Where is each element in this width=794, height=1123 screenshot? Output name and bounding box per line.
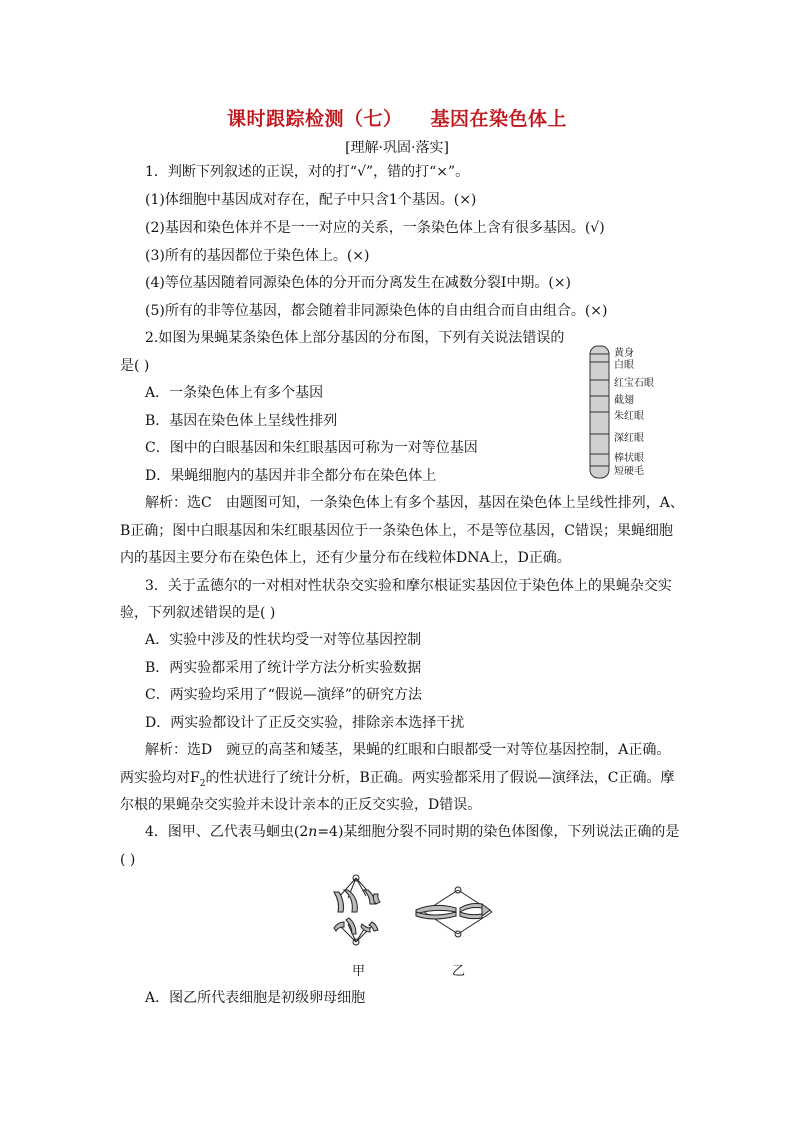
gene-label-4: 截翅 [614,395,634,406]
q3-option-a: A．实验中涉及的性状均受一对等位基因控制 [145,632,422,648]
q4-stem-pre: 4．图甲、乙代表马蛔虫(2 [145,824,309,840]
gene-label-1: 黄身 [614,348,634,359]
cell-division-figure [324,872,504,978]
q1-item-2: (2)基因和染色体并不是一一对应的关系，一条染色体上含有很多基因。(√) [145,220,605,236]
q4-stem-post: =4)某细胞分裂不同时期的染色体图像，下列说法正确的是 [317,824,680,840]
q2-analysis-line2: B正确；图中白眼基因和朱红眼基因位于一条染色体上，不是等位基因，C错误；果蝇细胞 [120,523,673,539]
gene-label-7: 棒状眼 [614,453,644,464]
gene-label-2: 白眼 [614,360,634,371]
q1-item-4: (4)等位基因随着同源染色体的分开而分离发生在减数分裂Ⅰ中期。(×) [145,275,572,291]
section-subtitle: [理解·巩固·落实] [345,140,449,156]
q3-analysis-line2 [120,768,674,794]
figure-label-yi: 乙 [452,964,466,979]
q1-item-5: (5)所有的非等位基因，都会随着非同源染色体的自由组合而自由组合。(×) [145,303,608,319]
q3-option-b: B．两实验都采用了统计学方法分析实验数据 [145,660,422,676]
chromosome-gene-map [588,344,708,482]
q2-option-d: D．果蝇细胞内的基因并非全都分布在染色体上 [145,468,437,484]
q1-item-3: (3)所有的基因都位于染色体上。(×) [145,248,370,264]
q2-stem-line2: 是( ) [120,358,150,374]
q3-analysis-line3: 尔根的果蝇杂交实验并未设计亲本的正反交实验，D错误。 [120,797,482,813]
gene-label-6: 深红眼 [614,433,644,444]
q3-stem-line1: 3．关于孟德尔的一对相对性状杂交实验和摩尔根证实基因位于染色体上的果蝇杂交实 [145,578,672,594]
q3-analysis-line2-post: 的性状进行了统计分析，B正确。两实验都采用了假说—演绎法，C正确。摩 [205,770,675,786]
q2-analysis-line1: 解析：选C 由题图可知，一条染色体上有多个基因，基因在染色体上呈线性排列，A、 [145,495,684,511]
q3-option-d: D．两实验都设计了正反交实验，排除亲本选择干扰 [145,715,465,731]
q2-analysis-line3: 内的基因主要分布在染色体上，还有少量分布在线粒体DNA上，D正确。 [120,550,571,566]
q1-item-1: (1)体细胞中基因成对存在，配子中只含1个基因。(×) [145,192,477,208]
q3-analysis-subscript: 2 [199,778,206,789]
title-part1: 课时跟踪检测（七） [226,108,403,130]
q4-stem-var: n [308,824,318,840]
q3-stem-line2: 验，下列叙述错误的是( ) [120,605,276,621]
q2-stem-line1: 2.如图为果蝇某条染色体上部分基因的分布图，下列有关说法错误的 [145,330,565,346]
gene-label-5: 朱红眼 [614,411,644,422]
gene-label-8: 短硬毛 [614,466,644,477]
q3-analysis-line2-pre: 两实验均对F [120,770,200,786]
q2-option-c: C．图中的白眼基因和朱红眼基因可称为一对等位基因 [145,440,478,456]
q2-option-b: B．基因在染色体上呈线性排列 [145,413,338,429]
q2-option-a: A．一条染色体上有多个基因 [145,385,324,401]
cell-division-drawing [324,872,504,962]
q4-option-a: A．图乙所代表细胞是初级卵母细胞 [145,990,366,1006]
q1-stem: 1．判断下列叙述的正误，对的打“√”，错的打“×”。 [145,164,470,180]
gene-label-3: 红宝石眼 [614,378,654,389]
q4-stem-line1 [145,822,679,842]
figure-label-jia: 甲 [352,964,366,979]
title-part2: 基因在染色体上 [430,108,568,130]
q4-stem-line2: ( ) [120,852,136,868]
q3-analysis-line1: 解析：选D 豌豆的高茎和矮茎，果蝇的红眼和白眼都受一对等位基因控制，A正确。 [145,742,671,758]
page-title [0,104,794,131]
q3-option-c: C．两实验均采用了“假说—演绎”的研究方法 [145,687,423,703]
